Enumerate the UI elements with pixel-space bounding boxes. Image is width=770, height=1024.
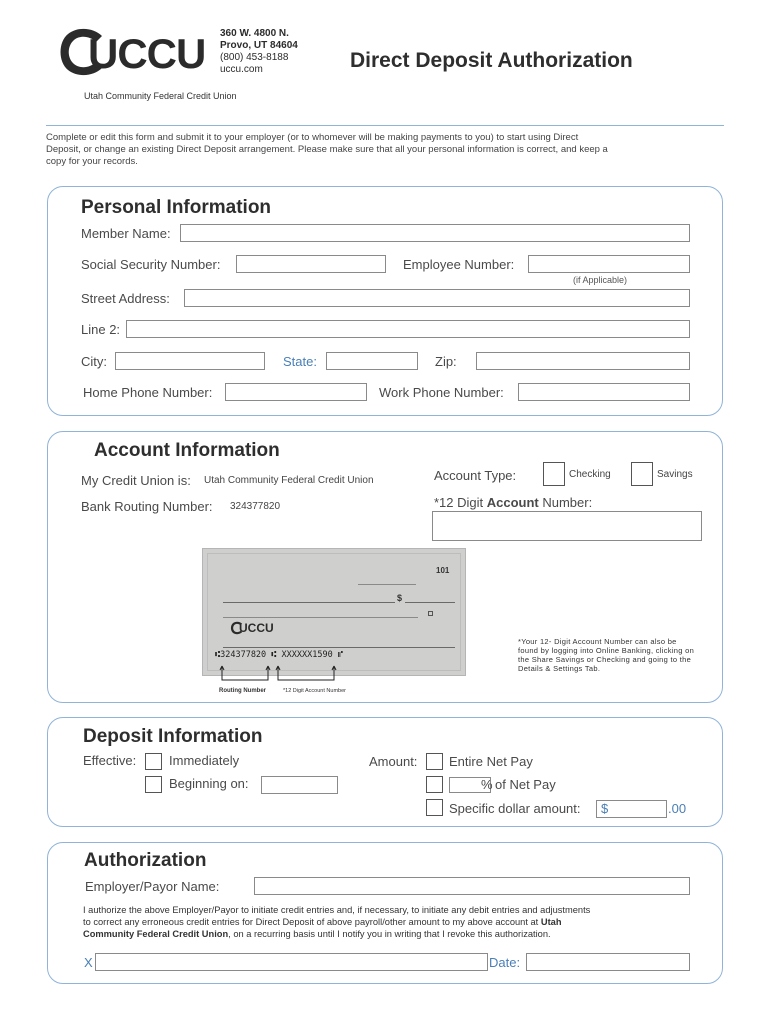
signature-x-label: X [84,955,93,970]
check-lock-icon [428,611,433,616]
signature-input[interactable] [95,953,488,971]
check-callout-brackets [200,660,360,690]
zip-input[interactable] [476,352,690,370]
checking-checkbox[interactable] [543,462,565,486]
credit-union-label: My Credit Union is: [81,473,191,488]
dollar-sign: $ [601,801,609,816]
sample-check-image [202,548,466,676]
account-number-label-pre: *12 Digit [434,495,487,510]
immediately-label: Immediately [169,753,240,768]
auth-text-line3 [83,928,713,940]
check-logo: UCCU [239,621,274,635]
auth-text-line2-bold: Utah [540,917,562,927]
immediately-checkbox[interactable] [145,753,162,770]
entire-net-pay-checkbox[interactable] [426,753,443,770]
deposit-title: Deposit Information [83,726,263,747]
if-applicable-note: (if Applicable) [573,275,628,285]
intro-line3: copy for your records. [46,156,138,167]
routing-caption: Routing Number [219,688,266,694]
check-micr-routing: 324377820 [220,650,267,660]
check-number: 101 [436,566,450,575]
checking-label: Checking [569,469,611,480]
state-label: State: [283,354,317,369]
city-label: City: [81,354,107,369]
employer-name-label: Employer/Payor Name: [85,879,220,894]
address-block [220,28,298,76]
specific-amount-label: Specific dollar amount: [449,801,581,816]
city-input[interactable] [115,352,265,370]
check-micr-line [215,650,343,660]
page-title: Direct Deposit Authorization [350,49,633,72]
routing-value: 324377820 [230,501,281,512]
header-divider [46,125,724,126]
home-phone-input[interactable] [225,383,367,401]
authorization-title: Authorization [84,850,207,871]
logo-caption: Utah Community Federal Credit Union [84,91,237,101]
check-payee-line [223,602,395,603]
micr-mid-symbol: ⑆ [266,650,282,660]
check-date-line [358,584,416,585]
employee-number-input[interactable] [528,255,690,273]
intro-line1: Complete or edit this form and submit it to your employer (or to whomever will be making payments to you) to start using Direct [46,132,579,143]
employee-number-label: Employee Number: [403,257,515,272]
savings-label: Savings [657,469,693,480]
credit-union-value: Utah Community Federal Credit Union [204,475,374,486]
check-written-line [223,617,418,618]
phone: (800) 453-8188 [220,52,289,63]
auth-text-line3-bold: Community Federal Credit Union [83,929,229,939]
savings-checkbox[interactable] [631,462,653,486]
address-line1: 360 W. 4800 N. [220,28,289,39]
intro-line2: Deposit, or change an existing Direct Deposit arrangement. Please make sure that all your personal information is correct, and keep a [46,144,608,155]
account-type-label: Account Type: [434,468,517,483]
account-number-note: *Your 12- Digit Account Number can also be found by logging into Online Banking, clicking on the Share Savings or Checking and going to the Details & Settings Tab. [518,637,695,673]
logo-text: UCCU [88,30,206,77]
ssn-input[interactable] [236,255,386,273]
work-phone-input[interactable] [518,383,690,401]
routing-label: Bank Routing Number: [81,499,213,514]
check-memo-line [223,647,455,648]
beginning-label: Beginning on: [169,776,249,791]
member-name-input[interactable] [180,224,690,242]
employer-name-input[interactable] [254,877,690,895]
state-input[interactable] [326,352,418,370]
check-amount-box [405,602,455,603]
street-label: Street Address: [81,291,170,306]
check-dollar-sign: $ [397,593,403,603]
cents-label: .00 [668,801,687,816]
micr-end-symbol: ⑈ [332,650,343,660]
specific-amount-input[interactable] [596,800,667,818]
auth-text-line2 [83,916,713,928]
authorization-text [83,904,713,940]
account-number-label [434,495,592,510]
beginning-date-input[interactable] [261,776,338,794]
entire-net-pay-label: Entire Net Pay [449,754,533,769]
street-input[interactable] [184,289,690,307]
account-caption: *12 Digit Account Number [283,688,346,694]
account-title: Account Information [94,440,280,461]
check-micr-account: XXXXXX1590 [281,650,333,660]
website: uccu.com [220,64,263,75]
member-name-label: Member Name: [81,226,171,241]
auth-text-line2-pre: to correct any erroneous credit entries for Direct Deposit of above payroll/other amount to my above account at [83,917,541,927]
effective-label: Effective: [83,753,137,768]
ssn-label: Social Security Number: [81,257,221,272]
work-phone-label: Work Phone Number: [379,385,504,400]
logo [58,26,208,86]
percent-sign: % [481,777,493,792]
personal-title: Personal Information [81,197,272,218]
percent-checkbox[interactable] [426,776,443,793]
auth-text-line1: I authorize the above Employer/Payor to initiate credit entries and, if necessary, to initiate any debit entries and adjustments [83,905,591,915]
date-label: Date: [489,955,521,970]
zip-label: Zip: [435,354,457,369]
date-input[interactable] [526,953,690,971]
address-line2: Provo, UT 84604 [220,40,298,51]
intro-text [46,132,608,168]
micr-open-symbol: ⑆ [215,650,221,660]
beginning-checkbox[interactable] [145,776,162,793]
account-number-label-bold: Account [486,495,539,510]
home-phone-label: Home Phone Number: [83,385,213,400]
account-number-input[interactable] [432,511,702,541]
specific-amount-checkbox[interactable] [426,799,443,816]
line2-input[interactable] [126,320,690,338]
line2-label: Line 2: [81,322,121,337]
percent-of-net-label: of Net Pay [495,777,556,792]
amount-label: Amount: [369,754,418,769]
account-number-label-post: Number: [538,495,593,510]
auth-text-line3-post: , on a recurring basis until I notify you in writing that I revoke this authorization. [228,929,551,939]
